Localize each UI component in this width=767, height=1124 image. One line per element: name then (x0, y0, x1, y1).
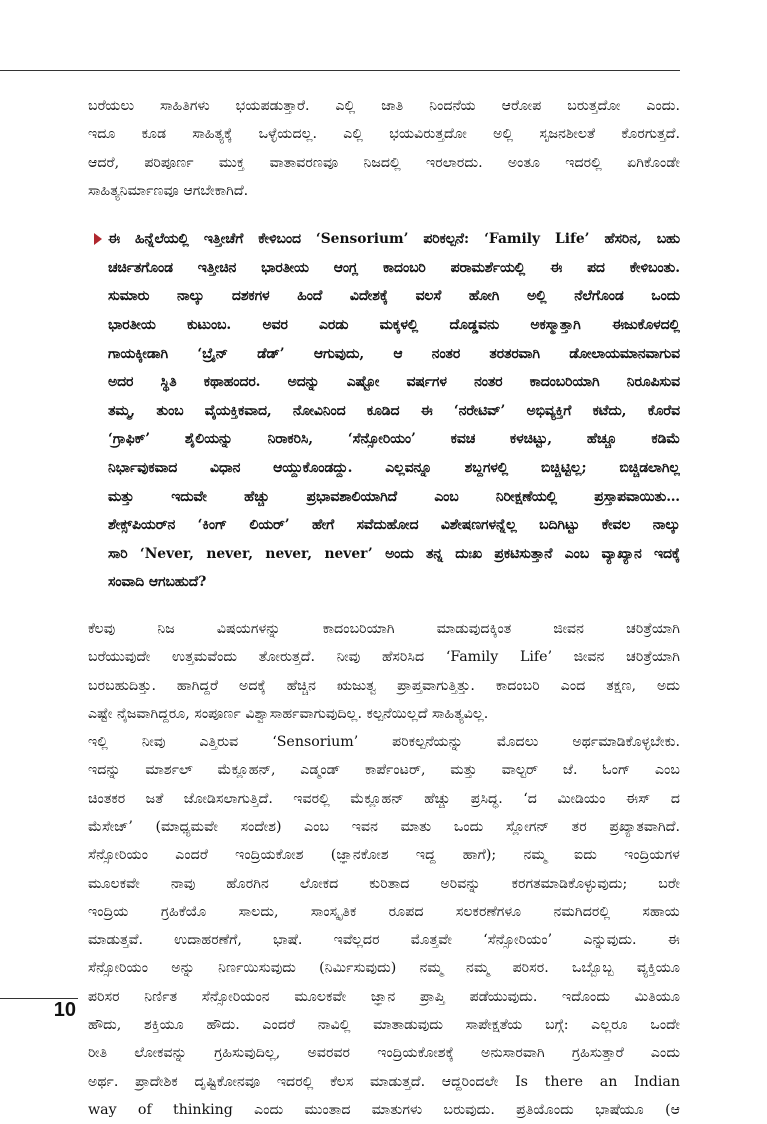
callout-line: ಶೇಕ್ಸ್‌ಪಿಯರ್‌ನ ‘ಕಿಂಗ್ ಲಿಯರ್’ ಹೇಗೆ ಸವೆದುಹೋದ ವಿಶೇಷಣಗಳನ್ನೆಲ್ಲ ಬದಿಗಿಟ್ಟು ಕೇವಲ ನಾಲ್ಕು (108, 517, 680, 534)
callout-line: ತಮ್ಮ, ತುಂಬ ವೈಯಕ್ತಿಕವಾದ, ನೋವಿನಿಂದ ಕೂಡಿದ ಈ ‘ನರೇಟಿವ್’ ಅಭಿವ್ಯಕ್ತಿಗೆ ಕಟೆದು, ಕೊರೆವ (108, 402, 680, 419)
text-line: ಆದರೆ, ಪರಿಪೂರ್ಣ ಮುಕ್ತ ವಾತಾವರಣವೂ ನಿಜದಲ್ಲಿ ಇರಲಾರದು. ಅಂತೂ ಇದರಲ್ಲಿ ಏಗಿಕೊಂಡೇ (88, 154, 680, 171)
text-line: ಮೂಲಕವೇ ನಾವು ಹೊರಗಿನ ಲೋಕದ ಕುರಿತಾದ ಅರಿವನ್ನು ಕರಗತಮಾಡಿಕೊಳ್ಳುವುದು; ಬರೇ (88, 875, 680, 892)
callout-line: ಮತ್ತು ಇದುವೇ ಹೆಚ್ಚು ಪ್ರಭಾವಶಾಲಿಯಾಗಿದೆ ಎಂಬ ನಿರೀಕ್ಷಣೆಯಲ್ಲಿ ಪ್ರಸ್ತಾಪವಾಯಿತು… (108, 488, 680, 505)
text-line: ಇಂದ್ರಿಯ ಗ್ರಹಿಕೆಯೊ ಸಾಲದು, ಸಾಂಸ್ಕೃತಿಕ ರೂಪದ ಸಲಕರಣೆಗಳೂ ನಮಗಿದರಲ್ಲಿ ಸಹಾಯ (88, 903, 680, 920)
callout-line: ‘ಗ್ರಾಫಿಕ್’ ಶೈಲಿಯನ್ನು ನಿರಾಕರಿಸಿ, ‘ಸೆನ್ಸೋರಿಯಂ’ ಕವಚ ಕಳಚಿಟ್ಟು, ಹೆಚ್ಚೂ ಕಡಿಮೆ (108, 431, 680, 448)
text-line: ಹೌದು, ಶಕ್ತಿಯೂ ಹೌದು. ಎಂದರೆ ನಾವಿಲ್ಲಿ ಮಾತಾಡುವುದು ಸಾಪೇಕ್ಷತೆಯ ಬಗ್ಗೆ: ಎಲ್ಲರೂ ಒಂದೇ (88, 1017, 680, 1034)
text-line: ಇದೂ ಕೂಡ ಸಾಹಿತ್ಯಕ್ಕೆ ಒಳ್ಳೆಯದಲ್ಲ. ಎಲ್ಲಿ ಭಯವಿರುತ್ತದೋ ಅಲ್ಲಿ ಸೃಜನಶೀಲತೆ ಕೊರಗುತ್ತದೆ. (88, 126, 680, 143)
text-line: ಮೆಸೇಜ್’ (ಮಾಧ್ಯಮವೇ ಸಂದೇಶ) ಎಂಬ ಇವನ ಮಾತು ಒಂದು ಸ್ಲೋಗನ್ ತರ ಪ್ರಖ್ಯಾತವಾಗಿದೆ. (88, 818, 680, 835)
text-line: ಕೆಲವು ನಿಜ ವಿಷಯಗಳನ್ನು ಕಾದಂಬರಿಯಾಗಿ ಮಾಡುವುದಕ್ಕಿಂತ ಜೀವನ ಚರಿತ್ರೆಯಾಗಿ (88, 620, 680, 637)
question-callout (88, 225, 680, 597)
page-number: 10 (53, 999, 76, 1021)
triangle-bullet-icon (94, 233, 102, 245)
text-line: ಚಿಂತಕರ ಜತೆ ಜೋಡಿಸಲಾಗುತ್ತಿದೆ. ಇವರಲ್ಲಿ ಮೆಕ್ಲೂಹನ್ ಹೆಚ್ಚು ಪ್ರಸಿದ್ಧ. ‘ದ ಮೀಡಿಯಂ ಈಸ್ ದ (88, 790, 680, 807)
text-line: ಇದನ್ನು ಮಾರ್ಶಲ್ ಮೆಕ್ಲೂಹನ್, ಎಡ್ಮಂಡ್ ಕಾರ್ಪೆಂಟರ್, ಮತ್ತು ವಾಲ್ಟರ್ ಜೆ. ಓಂಗ್ ಎಂಬ (88, 762, 680, 779)
text-line: ಸೆನ್ಸೋರಿಯಂ ಅನ್ನು ನಿರ್ಣಯಿಸುವುದು (ನಿರ್ಮಿಸುವುದು) ನಮ್ಮ ನಮ್ಮ ಪರಿಸರ. ಒಬ್ಬೊಬ್ಬ ವ್ಯಕ್ತಿಯೂ (88, 960, 680, 977)
text-line: ಇಲ್ಲಿ ನೀವು ಎತ್ತಿರುವ ‘Sensorium’ ಪರಿಕಲ್ಪನೆಯನ್ನು ಮೊದಲು ಅರ್ಥಮಾಡಿಕೊಳ್ಳಬೇಕು. (88, 734, 680, 751)
text-line: ರೀತಿ ಲೋಕವನ್ನು ಗ್ರಹಿಸುವುದಿಲ್ಲ, ಅವರವರ ಇಂದ್ರಿಯಕೋಶಕ್ಕೆ ಅನುಸಾರವಾಗಿ ಗ್ರಹಿಸುತ್ತಾರೆ ಎಂದು (88, 1045, 680, 1062)
page-body (88, 92, 680, 1124)
callout-line: ಈ ಹಿನ್ನೆಲೆಯಲ್ಲಿ ಇತ್ತೀಚೆಗೆ ಕೇಳಿಬಂದ ‘Sensorium’ ಪರಿಕಲ್ಪನೆ: ‘Family Life’ ಹೆಸರಿನ, ಬಹು (108, 231, 680, 248)
header-rule (0, 70, 680, 71)
text-line: way of thinking ಎಂದು ಮುಂತಾದ ಮಾತುಗಳು ಬರುವುದು. ಪ್ರತಿಯೊಂದು ಭಾಷೆಯೂ (ಆ (88, 1101, 680, 1118)
opening-paragraphs (88, 92, 680, 205)
callout-line: ನಿರ್ಭಾವುಕವಾದ ವಿಧಾನ ಆಯ್ದುಕೊಂಡದ್ದು. ಎಲ್ಲವನ್ನೂ ಶಬ್ದಗಳಲ್ಲಿ ಬಿಚ್ಚಿಟ್ಟಿಲ್ಲ; ಬಿಚ್ಚಿಡಲಾಗಿಲ್ಲ (108, 459, 680, 476)
text-line: ಎಷ್ಟೇ ನೈಜವಾಗಿದ್ದರೂ, ಸಂಪೂರ್ಣ ವಿಶ್ವಾಸಾರ್ಹವಾಗುವುದಿಲ್ಲ. ಕಲ್ಪನೆಯಿಲ್ಲದೆ ಸಾಹಿತ್ಯವಿಲ್ಲ. (88, 705, 489, 722)
text-line: ಸಾಹಿತ್ಯನಿರ್ಮಾಣವೂ ಆಗಬೇಕಾಗಿದೆ. (88, 182, 249, 199)
text-line: ಅರ್ಥ. ಪ್ರಾದೇಶಿಕ ದೃಷ್ಟಿಕೋನವೂ ಇದರಲ್ಲಿ ಕೆಲಸ ಮಾಡುತ್ತದೆ. ಆದ್ದರಿಂದಲೇ Is there an Indian (88, 1073, 680, 1090)
text-line: ಸೆನ್ಸೋರಿಯಂ ಎಂದರೆ ಇಂದ್ರಿಯಕೋಶ (ಜ್ಞಾನಕೋಶ ಇದ್ದ ಹಾಗೆ); ನಮ್ಮ ಐದು ಇಂದ್ರಿಯಗಳ (88, 847, 680, 864)
answer-paragraphs (88, 615, 680, 1124)
callout-line: ಚರ್ಚಿತಗೊಂಡ ಇತ್ತೀಚಿನ ಭಾರತೀಯ ಆಂಗ್ಲ ಕಾದಂಬರಿ ಪರಾಮರ್ಶೆಯಲ್ಲಿ ಈ ಪದ ಕೇಳಿಬಂತು. (108, 259, 680, 276)
text-line: ಬರೆಯುವುದೇ ಉತ್ತಮವೆಂದು ತೋರುತ್ತದೆ. ನೀವು ಹೆಸರಿಸಿದ ‘Family Life’ ಜೀವನ ಚರಿತ್ರೆಯಾಗಿ (88, 649, 680, 666)
callout-line: ಗಾಯಕ್ಕೀಡಾಗಿ ‘ಬ್ರೈನ್ ಡೆಡ್’ ಆಗುವುದು, ಆ ನಂತರ ತರತರವಾಗಿ ಡೋಲಾಯಮಾನವಾಗುವ (108, 345, 680, 362)
callout-line: ಭಾರತೀಯ ಕುಟುಂಬ. ಅವರ ಎರಡು ಮಕ್ಕಳಲ್ಲಿ ದೊಡ್ಡವನು ಅಕಸ್ಮಾತ್ತಾಗಿ ಈಜುಕೊಳದಲ್ಲಿ (108, 316, 680, 333)
text-line: ಬರಬಹುದಿತ್ತು. ಹಾಗಿದ್ದರೆ ಅದಕ್ಕೆ ಹೆಚ್ಚಿನ ಋಜುತ್ವ ಪ್ರಾಪ್ತವಾಗುತ್ತಿತ್ತು. ಕಾದಂಬರಿ ಎಂದ ತಕ್ಷಣ, ಅದು (88, 677, 680, 694)
text-line: ಮಾಡುತ್ತವೆ. ಉದಾಹರಣೆಗೆ, ಭಾಷೆ. ಇವೆಲ್ಲದರ ಮೊತ್ತವೇ ‘ಸೆನ್ಸೋರಿಯಂ’ ಎನ್ನುವುದು. ಈ (88, 932, 680, 949)
callout-line: ಸಾರಿ ‘Never, never, never, never’ ಅಂದು ತನ್ನ ದುಃಖ ಪ್ರಕಟಿಸುತ್ತಾನೆ ಎಂಬ ವ್ಯಾಖ್ಯಾನ ಇದಕ್ಕೆ (108, 545, 680, 562)
callout-line: ಸಂವಾದಿ ಆಗಬಹುದೆ? (108, 574, 207, 591)
callout-line: ಅದರ ಸ್ಥಿತಿ ಕಥಾಹಂದರ. ಅದನ್ನು ಎಷ್ಟೋ ವರ್ಷಗಳ ನಂತರ ಕಾದಂಬರಿಯಾಗಿ ನಿರೂಪಿಸುವ (108, 374, 680, 391)
text-line: ಪರಿಸರ ನಿರ್ಣಿತ ಸೆನ್ಸೋರಿಯಂನ ಮೂಲಕವೇ ಜ್ಞಾನ ಪ್ರಾಪ್ತಿ ಪಡೆಯುವುದು. ಇದೊಂದು ಮಿತಿಯೂ (88, 988, 680, 1005)
text-line: ಬರೆಯಲು ಸಾಹಿತಿಗಳು ಭಯಪಡುತ್ತಾರೆ. ಎಲ್ಲಿ ಜಾತಿ ನಿಂದನೆಯ ಆರೋಪ ಬರುತ್ತದೋ ಎಂದು. (88, 98, 680, 114)
callout-line: ಸುಮಾರು ನಾಲ್ಕು ದಶಕಗಳ ಹಿಂದೆ ವಿದೇಶಕ್ಕೆ ವಲಸೆ ಹೋಗಿ ಅಲ್ಲಿ ನೆಲೆಗೊಂಡ ಒಂದು (108, 288, 680, 305)
